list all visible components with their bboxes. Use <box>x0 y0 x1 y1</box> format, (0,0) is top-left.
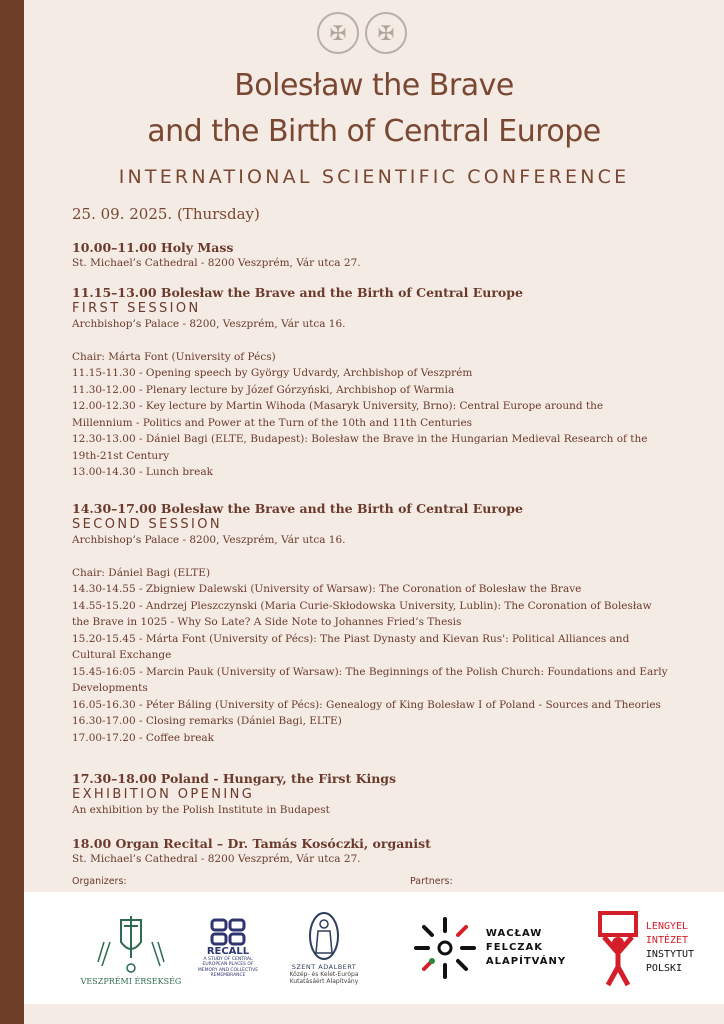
list-item: the Brave in 1025 - Why So Late? A Side Note to Johannes Fried’s Thesis <box>72 616 462 628</box>
list-item: 12.00-12.30 - Key lecture by Martin Wihoda (Masaryk University, Brno): Central Europe around the <box>72 400 604 412</box>
session1-heading: 11.15–13.00 Bolesław the Brave and the Birth of Central Europe <box>72 285 523 300</box>
footer-logos <box>24 892 724 1004</box>
veszprem-logo <box>76 892 186 1004</box>
session2-block <box>72 501 682 746</box>
lengyel-label-1: LENGYEL <box>645 921 689 932</box>
list-item: Millennium - Politics and Power at the Turn of the 10th and 11th Centuries <box>72 416 473 429</box>
list-item: 13.00-14.30 - Lunch break <box>72 466 213 478</box>
page-title: Bolesław the Brave <box>234 68 514 103</box>
page-title-line2: and the Birth of Central Europe <box>147 114 601 149</box>
list-item: 19th-21st Century <box>72 449 170 462</box>
left-accent-bar <box>0 0 24 1024</box>
veszprem-label: VESZPRÉMI ÉRSEKSÉG <box>80 976 182 986</box>
exhibition-heading: 17.30–18.00 Poland - Hungary, the First Kings <box>72 771 397 786</box>
recall-label: RECALL <box>206 945 250 957</box>
list-item: 16.05-16.30 - Péter Báling (University of Pécs): Genealogy of King Bolesław I of Poland - Sources and Theories <box>72 698 661 711</box>
session2-label: SECOND SESSION <box>72 517 223 532</box>
exhibition-block <box>72 771 682 819</box>
recital-block <box>72 836 682 868</box>
list-item: 12.30-13.00 - Dániel Bagi (ELTE, Budapest): Bolesław the Brave in the Hungarian Medieval Research of the <box>72 433 648 445</box>
list-item: 11.15-11.30 - Opening speech by György Udvardy, Archbishop of Veszprém <box>72 367 473 379</box>
exhibition-desc: An exhibition by the Polish Institute in Budapest <box>72 804 330 816</box>
felczak-logo <box>409 892 569 1004</box>
recital-place: St. Michael’s Cathedral - 8200 Veszprém, Vár utca 27. <box>72 853 361 865</box>
list-item: 15.45-16:05 - Marcin Pauk (University of Warsaw): The Beginnings of the Polish Church: Foundations and Early <box>72 665 668 678</box>
list-item: Cultural Exchange <box>72 649 172 661</box>
session1-label: FIRST SESSION <box>72 301 201 316</box>
seal-icon: ✠ <box>317 12 359 54</box>
list-item: 14.55-15.20 - Andrzej Pleszczynski (Maria Curie-Skłodowska University, Lublin): The Coronation of Bolesław <box>72 599 652 612</box>
list-item: 16.30-17.00 - Closing remarks (Dániel Bagi, ELTE) <box>72 715 342 727</box>
felczak-label-1: WACŁAW <box>485 928 543 939</box>
recall-logo-icon <box>210 918 246 946</box>
coat-of-arms-icon <box>96 912 166 976</box>
list-item: 14.30-14.55 - Zbigniew Dalewski (University of Warsaw): The Coronation of Bolesław the Brave <box>72 583 582 595</box>
recital-heading: 18.00 Organ Recital – Dr. Tamás Kosóczki, organist <box>72 836 431 851</box>
conference-date: 25. 09. 2025. (Thursday) <box>72 205 260 223</box>
seal-icon: ✠ <box>365 12 407 54</box>
mass-heading: 10.00–11.00 Holy Mass <box>72 240 234 255</box>
list-item: 17.00-17.20 - Coffee break <box>72 731 215 744</box>
organizers-label: Organizers: <box>72 876 127 887</box>
adalbert-label-3: Kutatásáért Alapítvány <box>289 978 359 985</box>
lengyel-label-4: POLSKI <box>645 963 683 974</box>
saint-icon <box>308 911 340 961</box>
felczak-label-3: ALAPÍTVÁNY <box>485 956 567 967</box>
lengyel-label-3: INSTYTUT <box>645 949 695 960</box>
adalbert-label: SZENT ADALBERT <box>291 963 357 971</box>
felczak-logo-icon <box>412 915 478 981</box>
list-item: Developments <box>72 682 148 694</box>
lengyel-logo <box>579 892 709 1004</box>
list-item: 15.20-15.45 - Márta Font (University of Pécs): The Piast Dynasty and Kievan Rus': Political Alliances and <box>72 632 630 645</box>
recall-logo <box>194 892 262 1004</box>
adalbert-logo <box>276 892 372 1004</box>
list-item: 11.30-12.00 - Plenary lecture by Józef Górzyński, Archbishop of Warmia <box>72 383 455 396</box>
exhibition-label: EXHIBITION OPENING <box>72 787 255 802</box>
adalbert-label-2: Közép- és Kelet-Európa <box>289 971 359 978</box>
lengyel-label-2: INTÉZET <box>645 935 689 946</box>
felczak-label-2: FELCZAK <box>485 942 544 953</box>
session2-place: Archbishop’s Palace - 8200, Veszprém, Vár utca 16. <box>72 534 346 546</box>
mass-place: St. Michael’s Cathedral - 8200 Veszprém, Vár utca 27. <box>72 257 361 269</box>
partners-label: Partners: <box>410 876 453 887</box>
mass-block <box>72 240 682 272</box>
seals <box>0 12 724 54</box>
recall-subtitle: A STUDY OF CENTRAL EUROPEAN PLACES OF MEMORY AND COLLECTIVE REMEMBRANCE <box>197 956 259 978</box>
session2-chair: Chair: Dániel Bagi (ELTE) <box>72 566 211 579</box>
session1-place: Archbishop’s Palace - 8200, Veszprém, Vár utca 16. <box>72 318 346 330</box>
session2-heading: 14.30–17.00 Bolesław the Brave and the Birth of Central Europe <box>72 501 523 516</box>
session1-block <box>72 285 682 481</box>
lengyel-logo-icon <box>594 909 642 987</box>
session1-chair: Chair: Márta Font (University of Pécs) <box>72 350 276 363</box>
conference-subtitle: INTERNATIONAL SCIENTIFIC CONFERENCE <box>118 166 630 188</box>
